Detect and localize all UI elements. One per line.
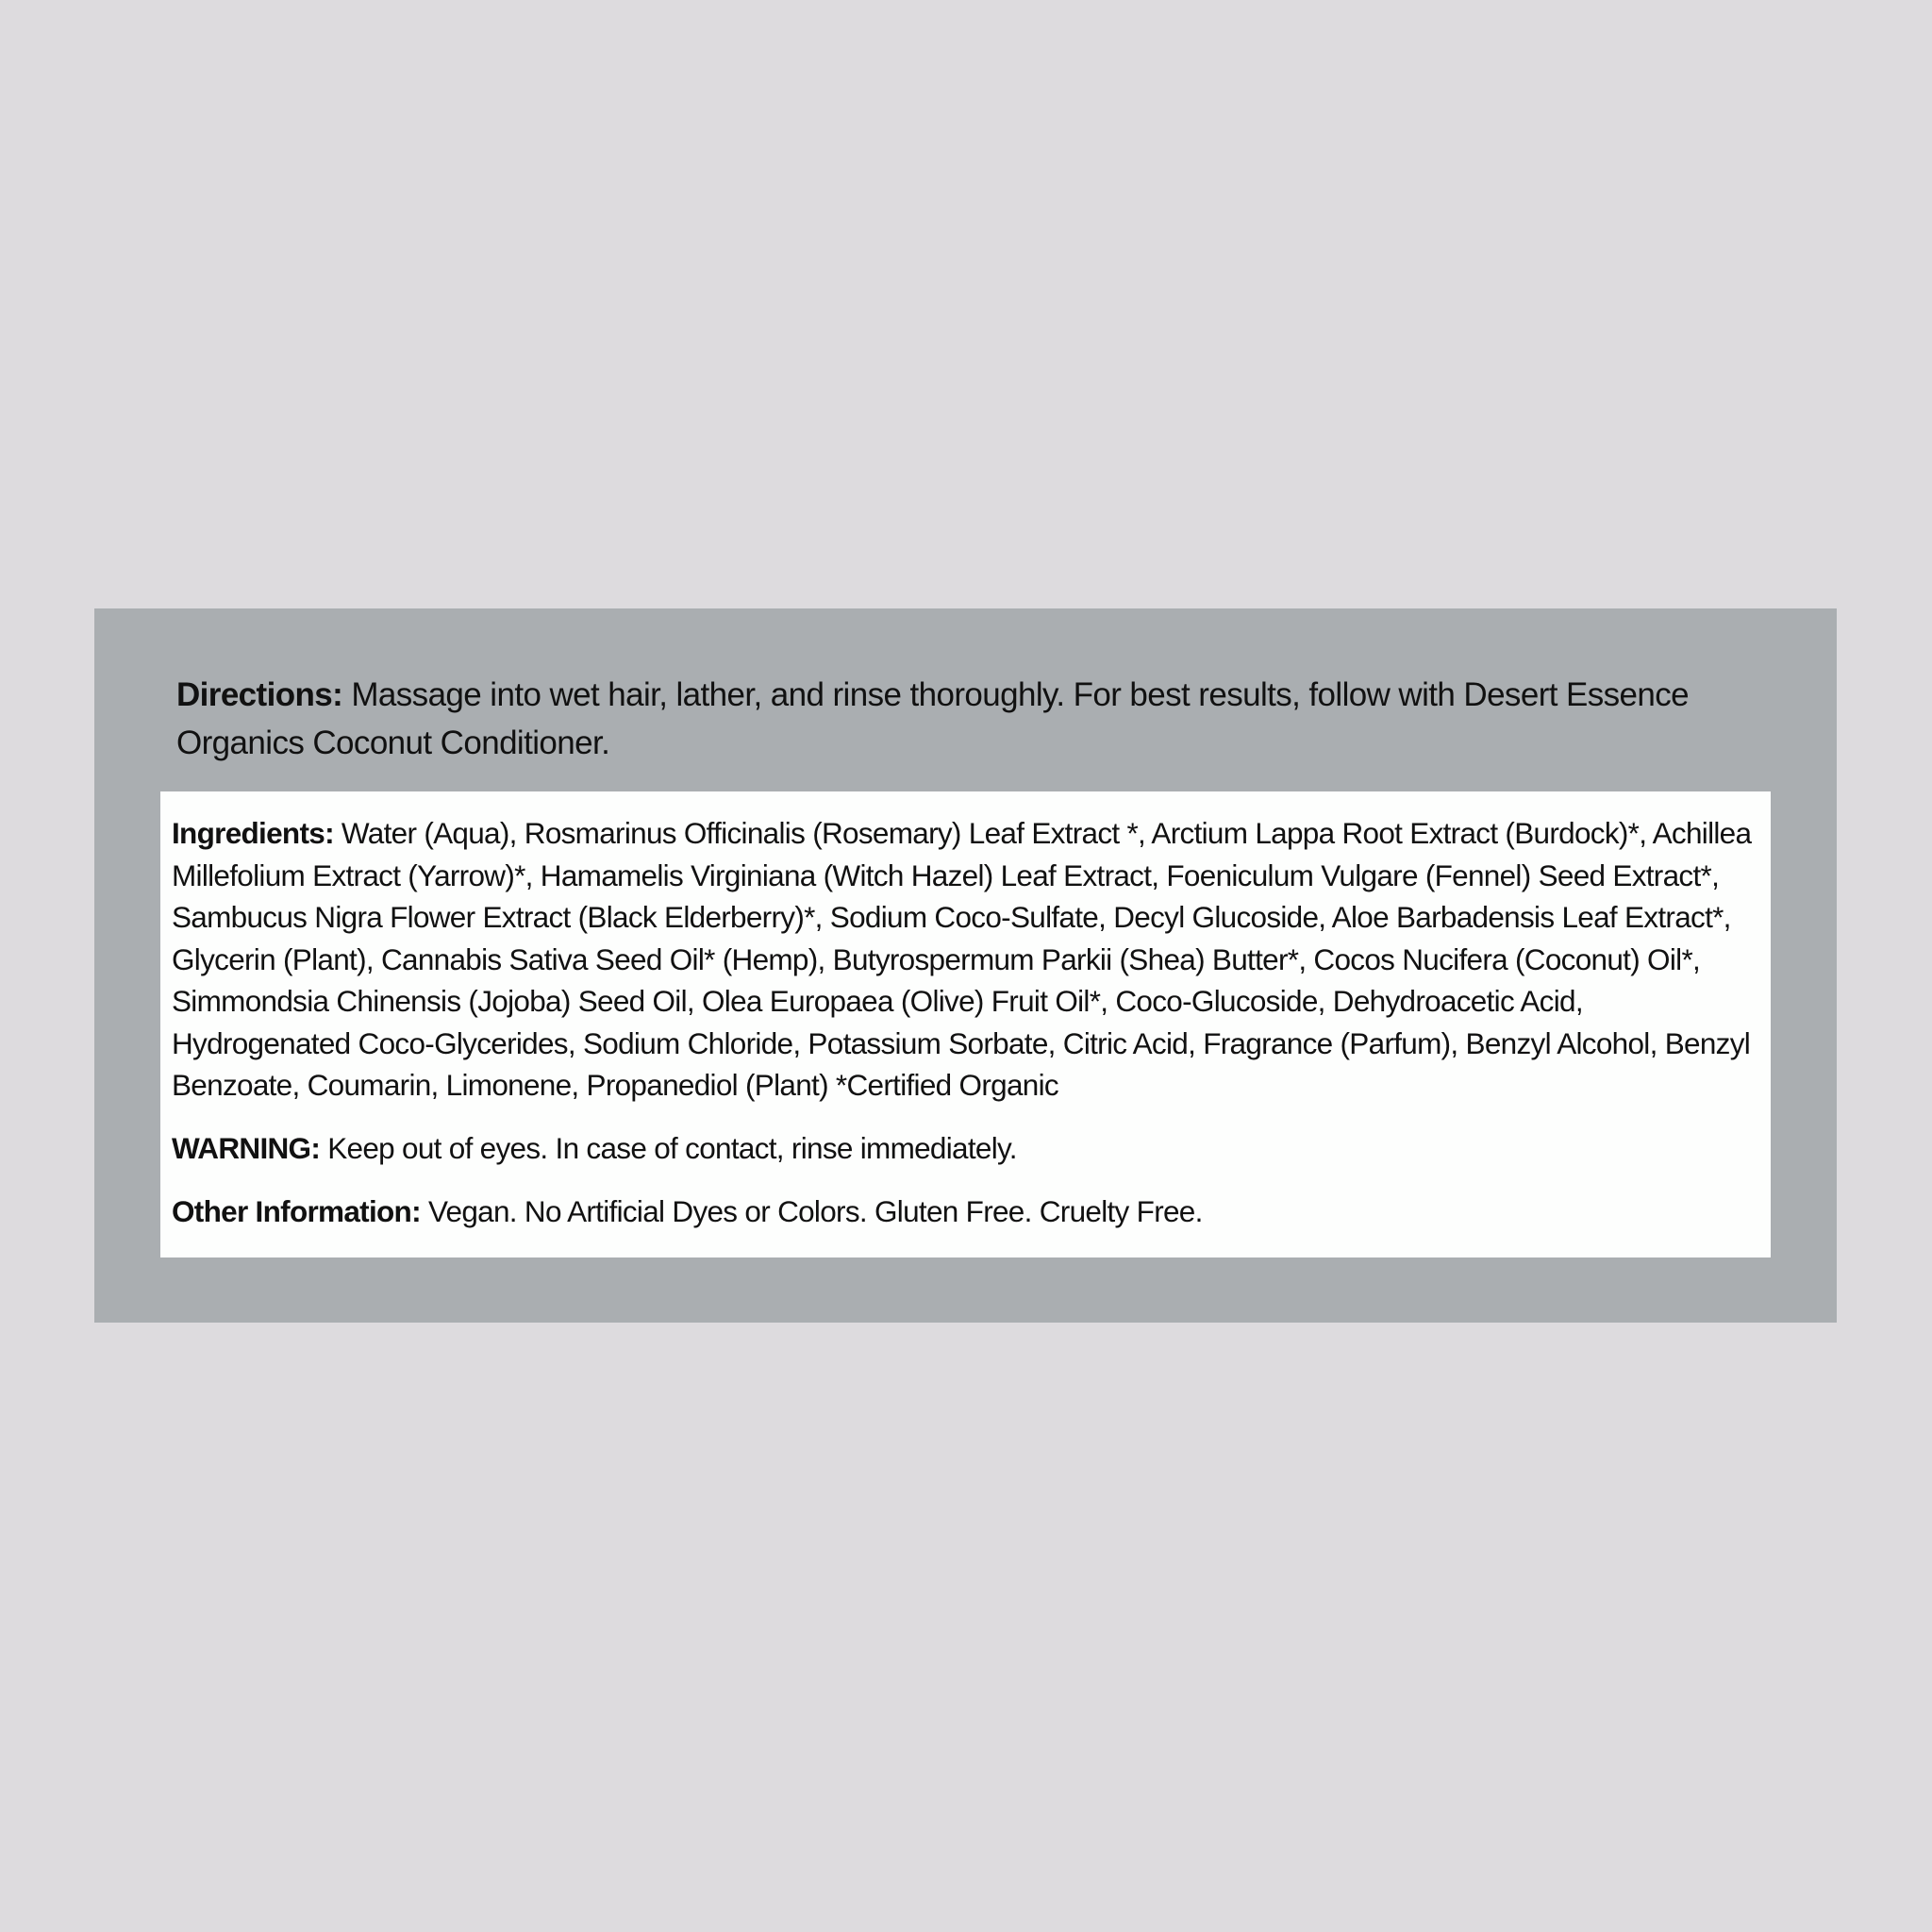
other-information-paragraph [172, 1191, 1759, 1233]
directions-label: Directions: [176, 676, 343, 713]
ingredients-label: Ingredients: [172, 816, 334, 850]
label-panel [94, 608, 1837, 1323]
ingredients-paragraph [172, 812, 1759, 1107]
directions-text: Massage into wet hair, lather, and rinse thoroughly. For best results, follow with Desert Essence Organics Coconut Conditioner. [176, 676, 1690, 761]
warning-text: Keep out of eyes. In case of contact, rinse immediately. [320, 1130, 1017, 1165]
other-information-label: Other Information: [172, 1194, 421, 1228]
ingredients-text: Water (Aqua), Rosmarinus Officinalis (Rosemary) Leaf Extract *, Arctium Lappa Root Extract (Burdock)*, Achillea Millefolium Extract (Yarrow)*, Hamamelis Virginiana (Witch Hazel) Leaf Extract, Foeniculum Vulgare (Fennel) Seed Extract*, Sambucus Nigra Flower Extract (Black Elderberry)*, Sodium Coco-Sulfate, Decyl Glucoside, Aloe Barbadensis Leaf Extract*, Glycerin (Plant), Cannabis Sativa Seed Oil* (Hemp), Butyrospermum Parkii (Shea) Butter*, Cocos Nucifera (Coconut) Oil*, Simmondsia Chinensis (Jojoba) Seed Oil, Olea Europaea (Olive) Fruit Oil*, Coco-Glucoside, Dehydroacetic Acid, Hydrogenated Coco-Glycerides, Sodium Chloride, Potassium Sorbate, Citric Acid, Fragrance (Parfum), Benzyl Alcohol, Benzyl Benzoate, Coumarin, Limonene, Propanediol (Plant) *Certified Organic [172, 816, 1752, 1102]
other-information-text: Vegan. No Artificial Dyes or Colors. Gluten Free. Cruelty Free. [420, 1194, 1203, 1228]
warning-paragraph [172, 1127, 1759, 1170]
ingredients-info-box [160, 791, 1771, 1257]
directions-paragraph [176, 671, 1761, 767]
warning-label: WARNING: [172, 1130, 321, 1165]
